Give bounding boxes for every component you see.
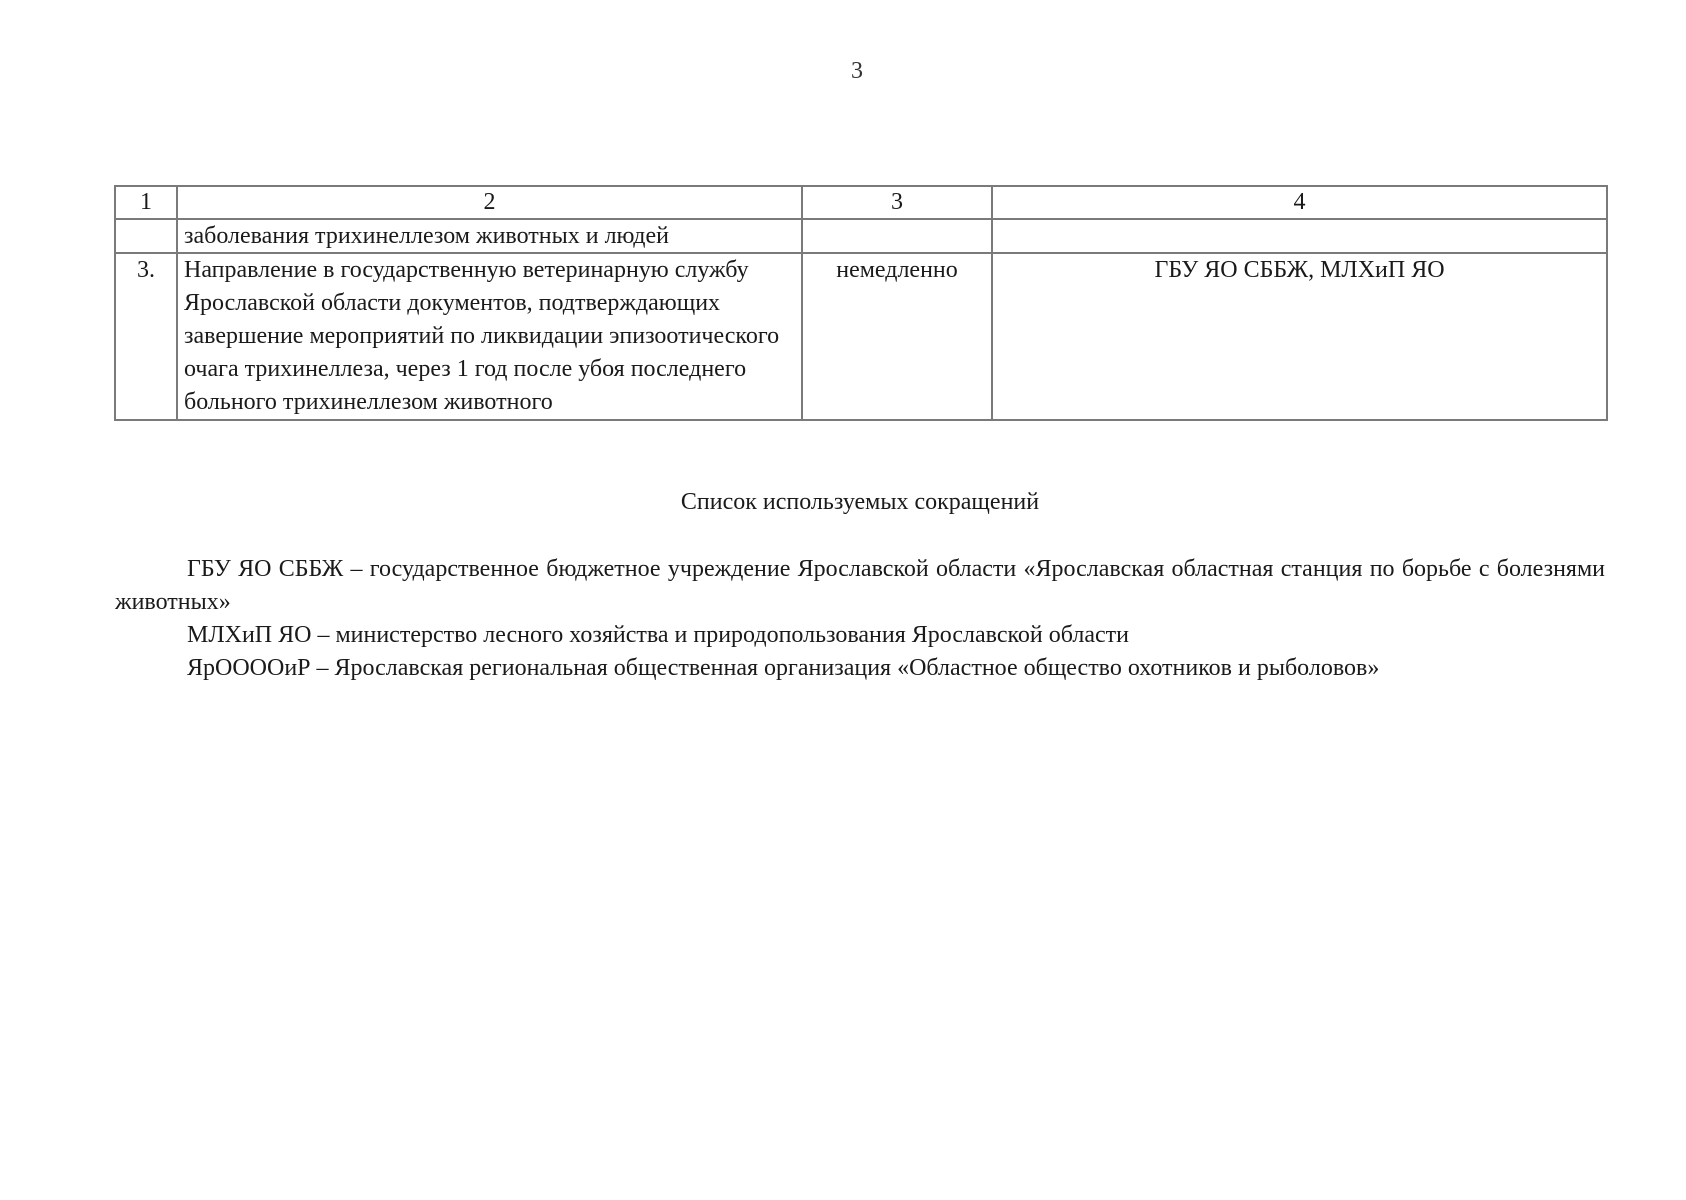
header-cell-col1: 1 [115,186,177,219]
row-term: немедленно [802,253,992,420]
abbreviation-item: ГБУ ЯО СББЖ – государственное бюджетное учреждение Ярославской области «Ярославская областная станция по борьбе с болезнями животных» [115,556,1605,615]
table-header-row [115,186,1607,219]
header-cell-col4: 4 [992,186,1607,219]
row-executor [992,219,1607,253]
measures-table [114,185,1608,421]
row-number: 3. [115,253,177,420]
abbreviation-item: ЯрООООиР – Ярославская региональная общественная организация «Областное общество охотников и рыболовов» [187,655,1380,681]
row-action: заболевания трихинеллезом животных и людей [177,219,802,253]
page-number: 3 [851,58,863,84]
abbreviations-list [115,553,1605,685]
row-number [115,219,177,253]
row-action: Направление в государственную ветеринарную службу Ярославской области документов, подтверждающих завершение мероприятий по ликвидации эпизоотического очага трихинеллеза, через 1 год после убоя последнего больного трихинеллезом животного [177,253,802,420]
table-row [115,253,1607,420]
abbreviations-title: Список используемых сокращений [680,489,1040,515]
table-row [115,219,1607,253]
header-cell-col3: 3 [802,186,992,219]
row-term [802,219,992,253]
row-executor: ГБУ ЯО СББЖ, МЛХиП ЯО [992,253,1607,420]
header-cell-col2: 2 [177,186,802,219]
abbreviation-item: МЛХиП ЯО – министерство лесного хозяйства и природопользования Ярославской области [187,622,1129,648]
